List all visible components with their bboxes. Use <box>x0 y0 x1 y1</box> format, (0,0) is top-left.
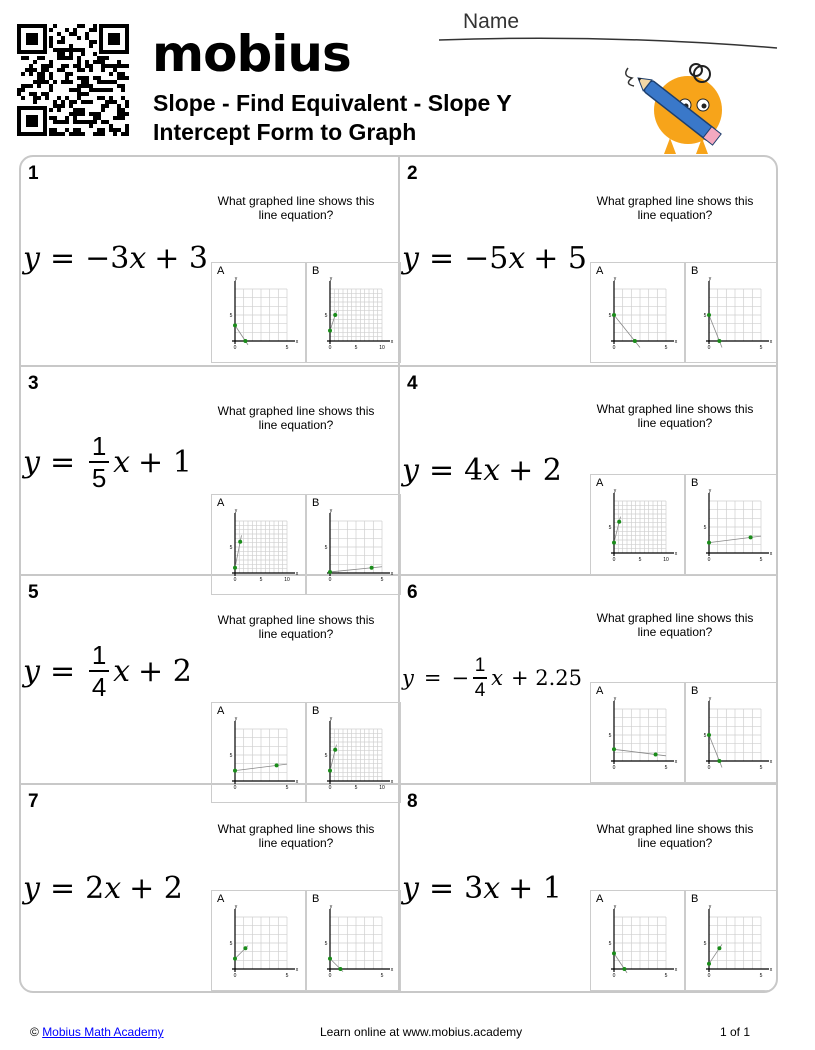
eq-x: x <box>483 871 501 906</box>
option-label: A <box>596 685 604 697</box>
problem-number: 5 <box>28 582 39 603</box>
option-label: A <box>217 705 225 717</box>
coordinate-graph <box>311 275 397 361</box>
y-tick-label: 5 <box>229 545 233 551</box>
question-text: What graphed line shows this line equation? <box>596 822 754 850</box>
page-title: Slope - Find Equivalent - Slope Y Intercept Form to Graph <box>153 90 512 145</box>
x-axis-label: x <box>674 759 678 765</box>
plotted-point <box>328 957 332 961</box>
answer-option-b[interactable] <box>685 474 778 575</box>
problem-grid <box>19 155 778 993</box>
x-axis-label: x <box>295 339 299 345</box>
eq-equals: = <box>428 871 455 906</box>
y-axis-label: y <box>329 276 333 282</box>
problem-cell <box>400 576 778 785</box>
eq-y: y <box>402 241 419 276</box>
y-tick-label: 5 <box>608 941 612 947</box>
eq-fraction <box>89 431 109 493</box>
problem-number: 4 <box>407 373 418 394</box>
qr-code-icon <box>17 24 129 136</box>
eq-x: x <box>113 444 131 480</box>
problem-cell <box>400 785 778 993</box>
y-tick-label: 5 <box>703 733 707 739</box>
plotted-point <box>749 535 753 539</box>
plotted-point <box>238 540 242 544</box>
plotted-point <box>333 313 337 317</box>
plotted-point <box>338 967 342 971</box>
x-tick-label: 5 <box>285 785 289 791</box>
eq-y: y <box>402 871 419 906</box>
answer-option-b[interactable] <box>685 262 778 363</box>
coordinate-graph <box>690 695 776 781</box>
eq-y: y <box>23 871 40 906</box>
eq-denominator: 4 <box>474 680 486 701</box>
y-tick-label: 5 <box>703 525 707 531</box>
y-tick-label: 5 <box>703 313 707 319</box>
x-axis-label: x <box>674 967 678 973</box>
x-axis-label: x <box>674 551 678 557</box>
x-axis-label: x <box>769 551 773 557</box>
question-text: What graphed line shows this line equation? <box>217 194 375 222</box>
x-tick-label: 0 <box>233 345 237 351</box>
eq-fraction <box>473 654 487 702</box>
plotted-point <box>633 339 637 343</box>
eq-constant: + 1 <box>508 871 562 906</box>
y-axis-label: y <box>613 276 617 282</box>
x-tick-label: 5 <box>759 765 763 771</box>
plotted-point <box>707 541 711 545</box>
x-tick-label: 10 <box>663 557 669 563</box>
x-tick-label: 5 <box>638 557 642 563</box>
x-axis-label: x <box>295 571 299 577</box>
problem-cell <box>21 157 400 367</box>
answer-option-b[interactable] <box>685 890 778 991</box>
line-equation <box>402 241 595 276</box>
option-label: B <box>691 893 699 905</box>
y-axis-label: y <box>234 716 238 722</box>
plotted-point <box>328 570 332 574</box>
x-tick-label: 5 <box>759 345 763 351</box>
question-text: What graphed line shows this line equation? <box>596 194 754 222</box>
y-axis-label: y <box>613 696 617 702</box>
x-tick-label: 0 <box>328 973 332 979</box>
y-tick-label: 5 <box>229 313 233 319</box>
x-tick-label: 5 <box>759 557 763 563</box>
y-axis-label: y <box>613 904 617 910</box>
y-tick-label: 5 <box>229 941 233 947</box>
problem-number: 2 <box>407 163 418 184</box>
answer-option-a[interactable] <box>590 474 685 575</box>
x-tick-label: 5 <box>664 345 668 351</box>
question-text: What graphed line shows this line equation? <box>217 822 375 850</box>
problem-cell <box>21 367 400 583</box>
line-equation <box>402 453 570 488</box>
x-tick-label: 10 <box>379 345 385 351</box>
coordinate-graph <box>690 903 776 989</box>
problem-cell <box>21 576 400 791</box>
line-equation <box>402 654 590 702</box>
plotted-point <box>612 951 616 955</box>
y-axis-label: y <box>234 904 238 910</box>
eq-x: x <box>483 453 501 488</box>
mobius-academy-link[interactable]: Mobius Math Academy <box>42 1025 164 1039</box>
eq-y: y <box>23 241 40 276</box>
option-label: A <box>217 893 225 905</box>
plotted-point <box>654 753 658 757</box>
answer-option-a[interactable] <box>590 890 685 991</box>
plotted-point <box>233 566 237 570</box>
option-label: A <box>217 497 225 509</box>
y-axis-label: y <box>708 488 712 494</box>
footer-copyright <box>30 1025 164 1039</box>
x-tick-label: 10 <box>284 577 290 583</box>
option-label: B <box>691 685 699 697</box>
plotted-point <box>612 313 616 317</box>
eq-y: y <box>23 653 40 689</box>
x-tick-label: 5 <box>664 973 668 979</box>
coordinate-graph <box>595 903 681 989</box>
x-axis-label: x <box>769 967 773 973</box>
y-axis-label: y <box>613 488 617 494</box>
problem-cell <box>400 367 778 576</box>
eq-equals: = <box>49 653 76 689</box>
coordinate-graph <box>216 903 302 989</box>
x-axis-label: x <box>295 967 299 973</box>
eq-denominator: 4 <box>91 672 107 702</box>
x-tick-label: 0 <box>233 577 237 583</box>
plotted-point <box>333 748 337 752</box>
eq-equals: = <box>428 241 455 276</box>
eq-fraction <box>89 640 109 702</box>
line-equation <box>23 871 191 906</box>
x-tick-label: 0 <box>707 345 711 351</box>
problem-number: 7 <box>28 791 39 812</box>
x-tick-label: 0 <box>328 577 332 583</box>
eq-constant: + 2.25 <box>510 666 582 690</box>
coordinate-graph <box>690 487 776 573</box>
coordinate-graph <box>690 275 776 361</box>
problem-number: 6 <box>407 582 418 603</box>
eq-constant: + 5 <box>533 241 588 276</box>
x-axis-label: x <box>769 759 773 765</box>
answer-option-b[interactable] <box>306 262 401 363</box>
line-equation <box>402 871 570 906</box>
y-tick-label: 5 <box>324 545 328 551</box>
eq-y: y <box>402 453 419 488</box>
option-label: A <box>596 265 604 277</box>
plotted-point <box>370 566 374 570</box>
eq-x: x <box>113 653 131 689</box>
plotted-point <box>233 323 237 327</box>
x-axis-label: x <box>390 571 394 577</box>
x-tick-label: 5 <box>354 345 358 351</box>
footer-page-number: 1 of 1 <box>720 1025 751 1039</box>
eq-coefficient: −3 <box>85 241 130 276</box>
y-tick-label: 5 <box>703 941 707 947</box>
coordinate-graph <box>595 275 681 361</box>
x-tick-label: 0 <box>707 557 711 563</box>
plotted-point <box>612 747 616 751</box>
option-label: B <box>312 497 320 509</box>
y-tick-label: 5 <box>608 733 612 739</box>
eq-x: x <box>104 871 122 906</box>
x-tick-label: 5 <box>285 973 289 979</box>
x-tick-label: 0 <box>233 785 237 791</box>
x-tick-label: 0 <box>328 785 332 791</box>
eq-constant: + 3 <box>154 241 209 276</box>
y-tick-label: 5 <box>608 313 612 319</box>
x-axis-label: x <box>390 339 394 345</box>
eq-sign: − <box>451 666 470 690</box>
x-tick-label: 5 <box>380 577 384 583</box>
option-label: A <box>596 893 604 905</box>
line-equation <box>23 640 200 702</box>
option-label: A <box>217 265 225 277</box>
coordinate-graph <box>595 695 681 781</box>
x-tick-label: 10 <box>379 785 385 791</box>
eq-numerator: 1 <box>474 655 486 676</box>
x-tick-label: 5 <box>759 973 763 979</box>
problem-cell <box>21 785 400 993</box>
answer-option-b[interactable] <box>685 682 778 783</box>
x-tick-label: 0 <box>707 973 711 979</box>
y-axis-label: y <box>708 276 712 282</box>
option-label: B <box>312 265 320 277</box>
problem-cell <box>400 157 778 367</box>
y-tick-label: 5 <box>324 313 328 319</box>
answer-option-a[interactable] <box>590 262 685 363</box>
plotted-line <box>614 315 640 348</box>
plotted-point <box>617 520 621 524</box>
y-axis-label: y <box>329 716 333 722</box>
x-tick-label: 0 <box>612 973 616 979</box>
eq-coefficient: 2 <box>85 871 105 906</box>
plotted-point <box>243 946 247 950</box>
coordinate-graph <box>216 275 302 361</box>
answer-option-a[interactable] <box>211 262 306 363</box>
eq-y: y <box>23 444 40 480</box>
eq-constant: + 1 <box>138 444 192 480</box>
plotted-point <box>612 541 616 545</box>
pencil-mascot-icon <box>610 52 750 156</box>
mobius-logo: mobius <box>152 25 351 83</box>
plotted-point <box>233 957 237 961</box>
eq-equals: = <box>49 871 76 906</box>
option-label: B <box>312 893 320 905</box>
question-text: What graphed line shows this line equation? <box>596 402 754 430</box>
plotted-point <box>233 769 237 773</box>
plotted-point <box>328 329 332 333</box>
question-text: What graphed line shows this line equation? <box>217 404 375 432</box>
x-axis-label: x <box>769 339 773 345</box>
problem-number: 8 <box>407 791 418 812</box>
x-tick-label: 0 <box>612 765 616 771</box>
x-tick-label: 0 <box>612 345 616 351</box>
y-tick-label: 5 <box>608 525 612 531</box>
plotted-point <box>243 339 247 343</box>
y-axis-label: y <box>234 508 238 514</box>
y-tick-label: 5 <box>324 753 328 759</box>
x-axis-label: x <box>674 339 678 345</box>
eq-x: x <box>491 666 503 690</box>
eq-y: y <box>402 666 414 690</box>
plotted-point <box>328 769 332 773</box>
coordinate-graph <box>595 487 681 573</box>
eq-equals: = <box>428 453 455 488</box>
plotted-point <box>275 763 279 767</box>
eq-denominator: 5 <box>91 463 107 493</box>
eq-equals: = <box>49 444 76 480</box>
plotted-point <box>707 962 711 966</box>
eq-x: x <box>129 241 147 276</box>
line-equation <box>23 241 216 276</box>
y-axis-label: y <box>329 904 333 910</box>
answer-option-b[interactable] <box>306 890 401 991</box>
eq-equals: = <box>423 666 442 690</box>
plotted-point <box>717 339 721 343</box>
plotted-point <box>717 759 721 763</box>
x-axis-label: x <box>390 967 394 973</box>
eq-constant: + 2 <box>129 871 183 906</box>
plotted-point <box>707 313 711 317</box>
option-label: A <box>596 477 604 489</box>
problem-number: 1 <box>28 163 39 184</box>
x-tick-label: 5 <box>380 973 384 979</box>
eq-x: x <box>508 241 526 276</box>
plotted-point <box>707 733 711 737</box>
y-tick-label: 5 <box>324 941 328 947</box>
eq-coefficient: 3 <box>464 871 484 906</box>
x-tick-label: 0 <box>707 765 711 771</box>
option-label: B <box>312 705 320 717</box>
y-axis-label: y <box>234 276 238 282</box>
answer-option-a[interactable] <box>211 890 306 991</box>
x-tick-label: 5 <box>259 577 263 583</box>
question-text: What graphed line shows this line equation? <box>596 611 754 639</box>
option-label: B <box>691 265 699 277</box>
name-label: Name <box>463 10 520 33</box>
x-tick-label: 0 <box>328 345 332 351</box>
x-tick-label: 0 <box>233 973 237 979</box>
y-axis-label: y <box>708 696 712 702</box>
x-tick-label: 5 <box>354 785 358 791</box>
eq-coefficient: −5 <box>464 241 509 276</box>
eq-constant: + 2 <box>508 453 562 488</box>
answer-option-a[interactable] <box>590 682 685 783</box>
eq-constant: + 2 <box>138 653 192 689</box>
x-axis-label: x <box>390 779 394 785</box>
question-text: What graphed line shows this line equation? <box>217 613 375 641</box>
x-tick-label: 5 <box>664 765 668 771</box>
problem-number: 3 <box>28 373 39 394</box>
x-axis-label: x <box>295 779 299 785</box>
y-axis-label: y <box>708 904 712 910</box>
option-label: B <box>691 477 699 489</box>
x-tick-label: 0 <box>612 557 616 563</box>
line-equation <box>23 431 200 493</box>
y-axis-label: y <box>329 508 333 514</box>
plotted-point <box>622 967 626 971</box>
x-tick-label: 5 <box>285 345 289 351</box>
copyright-symbol: © <box>30 1025 39 1039</box>
y-tick-label: 5 <box>229 753 233 759</box>
eq-numerator: 1 <box>91 640 107 670</box>
eq-numerator: 1 <box>91 431 107 461</box>
footer-learn-online: Learn online at www.mobius.academy <box>320 1025 523 1039</box>
eq-coefficient: 4 <box>464 453 484 488</box>
plotted-point <box>717 946 721 950</box>
eq-equals: = <box>49 241 76 276</box>
coordinate-graph <box>311 903 397 989</box>
